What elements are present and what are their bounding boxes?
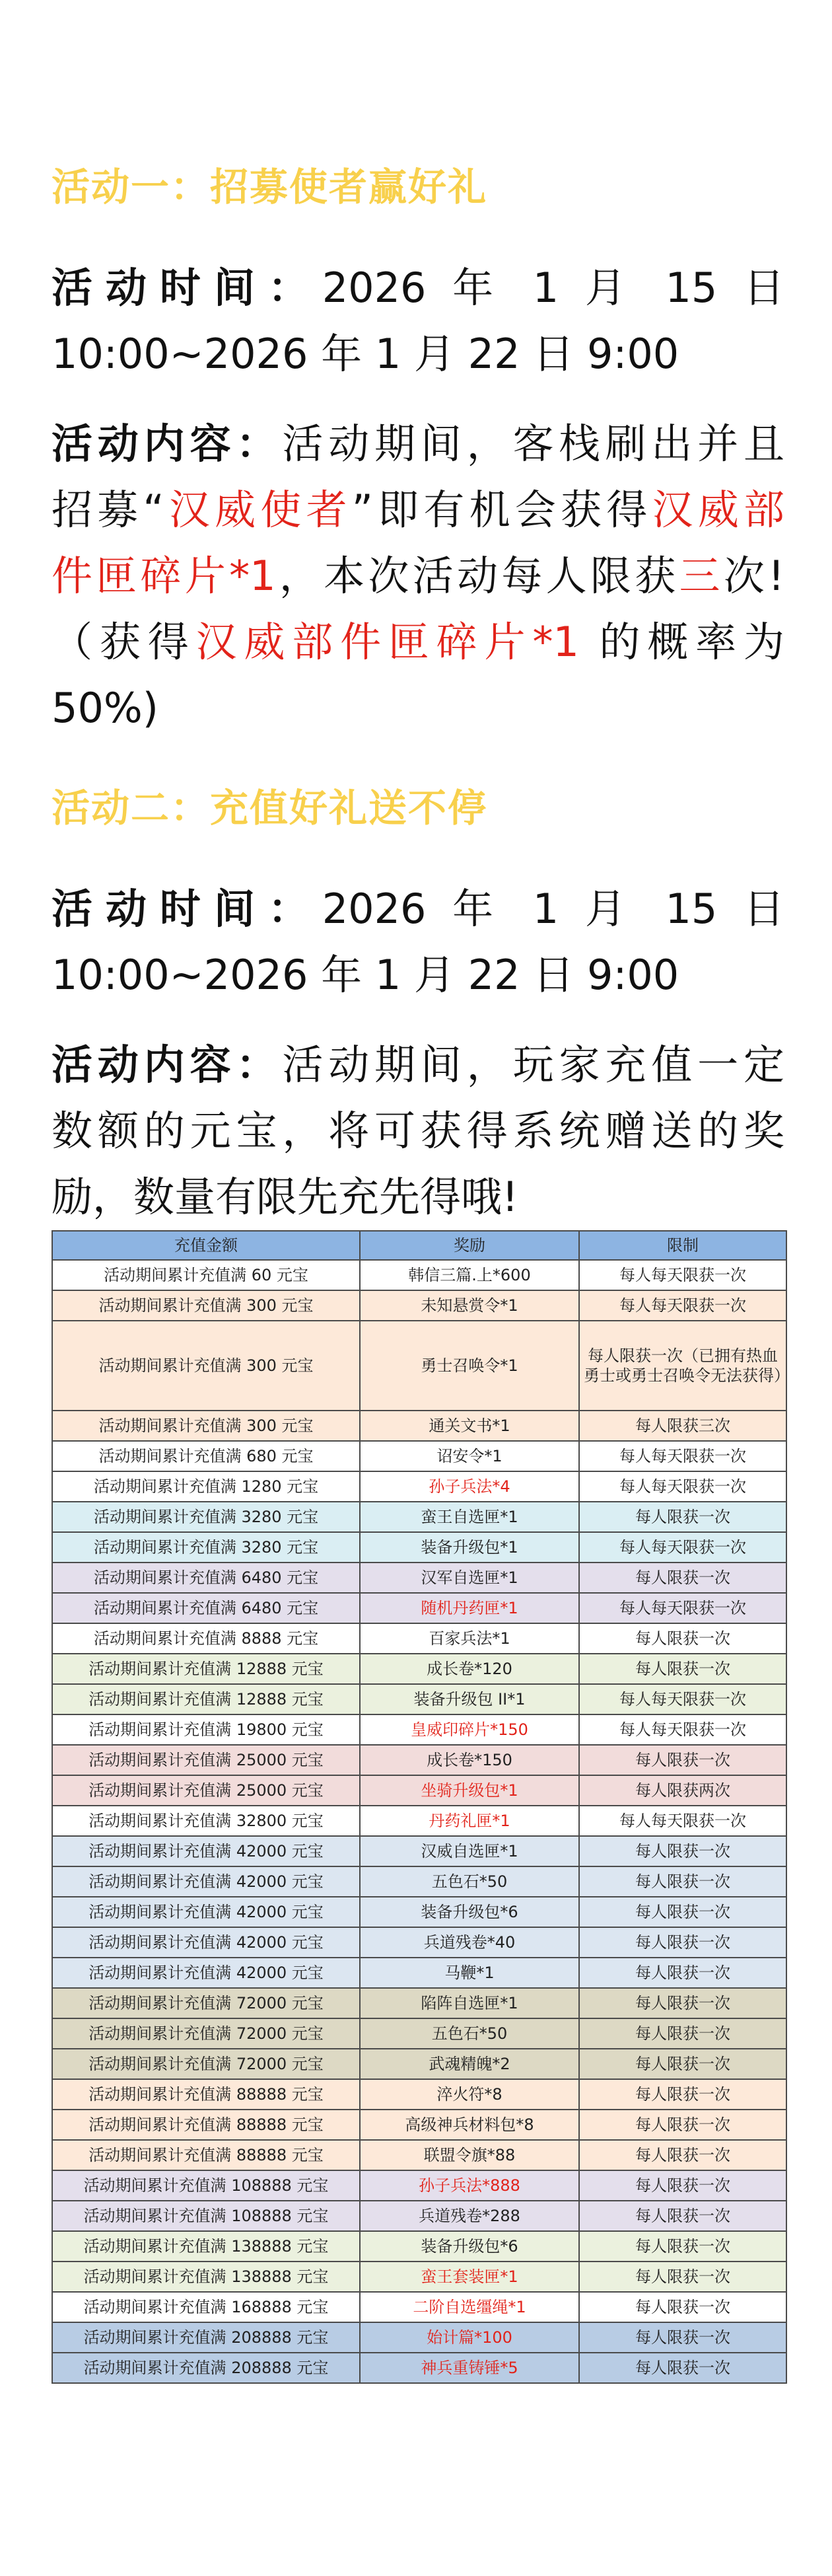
amount-cell: 活动期间累计充值满 42000 元宝 (52, 1897, 360, 1927)
table-row (52, 1927, 786, 1958)
highlight-envoy: 汉威使者 (164, 486, 352, 534)
activity2-content-text: 活动期间，玩家充值一定 (282, 1041, 784, 1089)
reward-cell: 诏安令*1 (360, 1441, 579, 1471)
table-row (52, 2231, 786, 2262)
highlight-item: 汉威部 (652, 486, 784, 534)
reward-cell: 汉军自选匣*1 (360, 1563, 579, 1593)
text-segment: ，本次活动每人限获 (275, 552, 679, 600)
reward-cell: 丹药礼匣*1 (360, 1806, 579, 1836)
amount-cell: 活动期间累计充值满 6480 元宝 (52, 1563, 360, 1593)
reward-cell: 装备升级包 II*1 (360, 1684, 579, 1714)
limit-cell: 每人每天限获一次 (579, 1441, 786, 1471)
table-row (52, 1321, 786, 1411)
table-body (52, 1260, 790, 2383)
limit-cell: 每人限获一次 (579, 2201, 786, 2231)
limit-cell: 每人每天限获一次 (579, 1714, 786, 1745)
table-row (52, 1775, 786, 1806)
amount-cell: 活动期间累计充值满 300 元宝 (52, 1321, 360, 1411)
activity2-title: 活动二：充值好礼送不停 (52, 786, 488, 830)
amount-cell: 活动期间累计充值满 88888 元宝 (52, 2110, 360, 2140)
amount-cell: 活动期间累计充值满 42000 元宝 (52, 1866, 360, 1897)
limit-cell: 每人限获一次 (579, 2170, 786, 2201)
reward-cell: 装备升级包*1 (360, 1532, 579, 1563)
activity1-time (52, 255, 784, 387)
amount-cell: 活动期间累计充值满 138888 元宝 (52, 2262, 360, 2292)
amount-cell: 活动期间累计充值满 42000 元宝 (52, 1836, 360, 1866)
activity1-title: 活动一：招募使者赢好礼 (52, 165, 488, 209)
reward-cell: 蛮王自选匣*1 (360, 1502, 579, 1532)
reward-cell: 马鞭*1 (360, 1958, 579, 1988)
table-row (52, 1745, 786, 1775)
table-row (52, 1897, 786, 1927)
limit-cell: 每人限获一次 (579, 2353, 786, 2383)
reward-cell: 五色石*50 (360, 2018, 579, 2049)
amount-cell: 活动期间累计充值满 72000 元宝 (52, 1988, 360, 2018)
reward-table (52, 1230, 790, 2384)
header-limit: 限制 (579, 1231, 786, 1260)
reward-cell: 勇士召唤令*1 (360, 1321, 579, 1411)
limit-cell: 每人每天限获一次 (579, 1806, 786, 1836)
limit-cell: 每人限获一次 (579, 2110, 786, 2140)
activity1-content-text: 活动期间，客栈刷出并且 (282, 420, 784, 468)
amount-cell: 活动期间累计充值满 88888 元宝 (52, 2140, 360, 2170)
reward-cell: 高级神兵材料包*8 (360, 2110, 579, 2140)
table-row (52, 2353, 786, 2383)
reward-cell: 韩信三篇.上*600 (360, 1260, 579, 1290)
limit-cell: 每人每天限获一次 (579, 1471, 786, 1502)
reward-cell: 未知悬赏令*1 (360, 1290, 579, 1321)
limit-cell: 每人限获一次 (579, 2231, 786, 2262)
amount-cell: 活动期间累计充值满 108888 元宝 (52, 2201, 360, 2231)
amount-cell: 活动期间累计充值满 300 元宝 (52, 1411, 360, 1441)
reward-cell: 陷阵自选匣*1 (360, 1988, 579, 2018)
table-row (52, 1563, 786, 1593)
amount-cell: 活动期间累计充值满 25000 元宝 (52, 1745, 360, 1775)
activity1-time-line2: 10:00~2026 年 1 月 22 日 9:00 (52, 330, 679, 378)
reward-cell: 二阶自选缰绳*1 (360, 2292, 579, 2322)
activity1-time-line1 (52, 255, 784, 321)
limit-cell: 每人限获三次 (579, 1411, 786, 1441)
text-segment: （获得 (52, 618, 196, 666)
reward-cell: 五色石*50 (360, 1866, 579, 1897)
limit-cell: 每人限获一次 (579, 2262, 786, 2292)
limit-cell: 每人限获一次 (579, 1654, 786, 1684)
table-row (52, 1988, 786, 2018)
reward-cell: 随机丹药匣*1 (360, 1593, 579, 1623)
limit-cell: 每人限获一次 (579, 2322, 786, 2353)
limit-cell: 每人限获一次 (579, 2018, 786, 2049)
reward-cell: 蛮王套装匣*1 (360, 2262, 579, 2292)
limit-cell: 每人限获一次 (579, 2079, 786, 2110)
amount-cell: 活动期间累计充值满 3280 元宝 (52, 1532, 360, 1563)
activity1-content-line3 (52, 543, 784, 609)
activity1-content-line4 (52, 609, 784, 675)
amount-cell: 活动期间累计充值满 42000 元宝 (52, 1927, 360, 1958)
reward-cell: 始计篇*100 (360, 2322, 579, 2353)
limit-cell: 每人限获一次 (579, 2140, 786, 2170)
amount-cell: 活动期间累计充值满 3280 元宝 (52, 1502, 360, 1532)
amount-cell: 活动期间累计充值满 88888 元宝 (52, 2079, 360, 2110)
limit-cell: 每人限获一次 (579, 2292, 786, 2322)
reward-cell: 联盟令旗*88 (360, 2140, 579, 2170)
amount-cell: 活动期间累计充值满 32800 元宝 (52, 1806, 360, 1836)
limit-cell: 每人限获一次 (579, 1866, 786, 1897)
table-row (52, 1593, 786, 1623)
table-row (52, 1290, 786, 1321)
table-row (52, 2201, 786, 2231)
limit-cell: 每人限获一次 (579, 1897, 786, 1927)
header-reward: 奖励 (360, 1231, 579, 1260)
table-row (52, 1532, 786, 1563)
amount-cell: 活动期间累计充值满 300 元宝 (52, 1290, 360, 1321)
highlight-count: 三 (679, 552, 724, 600)
table-row (52, 1866, 786, 1897)
reward-cell: 成长卷*120 (360, 1654, 579, 1684)
text-segment: 次! (723, 552, 784, 600)
text-segment: 的概率为 (578, 618, 784, 666)
activity1-content-label: 活动内容： (52, 420, 283, 468)
table-row (52, 1684, 786, 1714)
table-row (52, 1471, 786, 1502)
highlight-item: 件匣碎片*1 (52, 552, 276, 600)
activity1-content-line5: 50%) (52, 684, 158, 732)
reward-cell: 装备升级包*6 (360, 2231, 579, 2262)
limit-cell: 每人限获一次 (579, 1502, 786, 1532)
reward-cell: 兵道残卷*40 (360, 1927, 579, 1958)
reward-cell: 成长卷*150 (360, 1745, 579, 1775)
table-row (52, 2292, 786, 2322)
limit-cell: 每人每天限获一次 (579, 1290, 786, 1321)
table-row (52, 1836, 786, 1866)
limit-cell: 每人限获一次 (579, 1836, 786, 1866)
activity2-time-start: 2026 年 1 月 15 日 (322, 885, 784, 933)
table-row (52, 2140, 786, 2170)
reward-cell: 汉威自选匣*1 (360, 1836, 579, 1866)
limit-cell: 每人限获一次 (579, 1745, 786, 1775)
table-row (52, 1806, 786, 1836)
reward-cell: 兵道残卷*288 (360, 2201, 579, 2231)
reward-cell: 孙子兵法*4 (360, 1471, 579, 1502)
activity1-time-label: 活动时间： (52, 264, 322, 312)
activity1-content (52, 411, 784, 741)
limit-cell: 每人限获一次 (579, 1563, 786, 1593)
amount-cell: 活动期间累计充值满 60 元宝 (52, 1260, 360, 1290)
table-row (52, 2049, 786, 2079)
amount-cell: 活动期间累计充值满 680 元宝 (52, 1441, 360, 1471)
reward-cell: 孙子兵法*888 (360, 2170, 579, 2201)
amount-cell: 活动期间累计充值满 1280 元宝 (52, 1471, 360, 1502)
limit-cell: 每人限获一次 (579, 1623, 786, 1654)
amount-cell: 活动期间累计充值满 72000 元宝 (52, 2049, 360, 2079)
reward-cell: 神兵重铸锤*5 (360, 2353, 579, 2383)
activity2-time-line2: 10:00~2026 年 1 月 22 日 9:00 (52, 951, 679, 999)
table-row (52, 2262, 786, 2292)
activity2-content (52, 1032, 784, 1230)
table-row (52, 1623, 786, 1654)
amount-cell: 活动期间累计充值满 6480 元宝 (52, 1593, 360, 1623)
table-row (52, 1502, 786, 1532)
amount-cell: 活动期间累计充值满 168888 元宝 (52, 2292, 360, 2322)
amount-cell: 活动期间累计充值满 12888 元宝 (52, 1684, 360, 1714)
text-segment: ”即有机会获得 (351, 486, 652, 534)
amount-cell: 活动期间累计充值满 12888 元宝 (52, 1654, 360, 1684)
text-segment: 招募“ (52, 486, 164, 534)
activity2-content-line3: 励，数量有限先充先得哦! (52, 1173, 518, 1221)
table-row (52, 1958, 786, 1988)
amount-cell: 活动期间累计充值满 19800 元宝 (52, 1714, 360, 1745)
table-row (52, 1654, 786, 1684)
limit-cell: 每人限获一次（已拥有热血勇士或勇士召唤令无法获得） (579, 1321, 786, 1411)
reward-cell: 皇威印碎片*150 (360, 1714, 579, 1745)
activity2-content-line2: 数额的元宝，将可获得系统赠送的奖 (52, 1107, 784, 1155)
amount-cell: 活动期间累计充值满 138888 元宝 (52, 2231, 360, 2262)
limit-cell: 每人每天限获一次 (579, 1593, 786, 1623)
reward-cell: 通关文书*1 (360, 1411, 579, 1441)
highlight-item: 汉威部件匣碎片*1 (195, 618, 579, 666)
table-row (52, 2110, 786, 2140)
reward-cell: 坐骑升级包*1 (360, 1775, 579, 1806)
table-row (52, 2018, 786, 2049)
amount-cell: 活动期间累计充值满 8888 元宝 (52, 1623, 360, 1654)
limit-cell: 每人每天限获一次 (579, 1260, 786, 1290)
table-row (52, 1441, 786, 1471)
reward-cell: 武魂精魄*2 (360, 2049, 579, 2079)
activity2-content-label: 活动内容： (52, 1041, 283, 1089)
table-row (52, 1714, 786, 1745)
limit-cell: 每人限获一次 (579, 1927, 786, 1958)
table-row (52, 2170, 786, 2201)
table-row (52, 1411, 786, 1441)
amount-cell: 活动期间累计充值满 25000 元宝 (52, 1775, 360, 1806)
activity1-time-start: 2026 年 1 月 15 日 (322, 264, 784, 312)
activity2-content-line1 (52, 1032, 784, 1098)
limit-cell: 每人限获一次 (579, 1988, 786, 2018)
limit-cell: 每人限获一次 (579, 1958, 786, 1988)
activity1-content-line2 (52, 477, 784, 543)
header-amount: 充值金额 (52, 1231, 360, 1260)
limit-cell: 每人每天限获一次 (579, 1684, 786, 1714)
reward-cell: 淬火符*8 (360, 2079, 579, 2110)
amount-cell: 活动期间累计充值满 72000 元宝 (52, 2018, 360, 2049)
limit-cell: 每人限获两次 (579, 1775, 786, 1806)
amount-cell: 活动期间累计充值满 108888 元宝 (52, 2170, 360, 2201)
limit-cell: 每人限获一次 (579, 2049, 786, 2079)
activity2-time (52, 876, 784, 1008)
table-row (52, 1260, 786, 1290)
amount-cell: 活动期间累计充值满 208888 元宝 (52, 2353, 360, 2383)
amount-cell: 活动期间累计充值满 42000 元宝 (52, 1958, 360, 1988)
table-row (52, 2322, 786, 2353)
reward-cell: 装备升级包*6 (360, 1897, 579, 1927)
activity2-time-label: 活动时间： (52, 885, 322, 933)
activity1-content-line1 (52, 411, 784, 477)
limit-cell: 每人每天限获一次 (579, 1532, 786, 1563)
activity2-time-line1 (52, 876, 784, 942)
table-row (52, 2079, 786, 2110)
table-header-row (52, 1231, 786, 1260)
reward-cell: 百家兵法*1 (360, 1623, 579, 1654)
amount-cell: 活动期间累计充值满 208888 元宝 (52, 2322, 360, 2353)
